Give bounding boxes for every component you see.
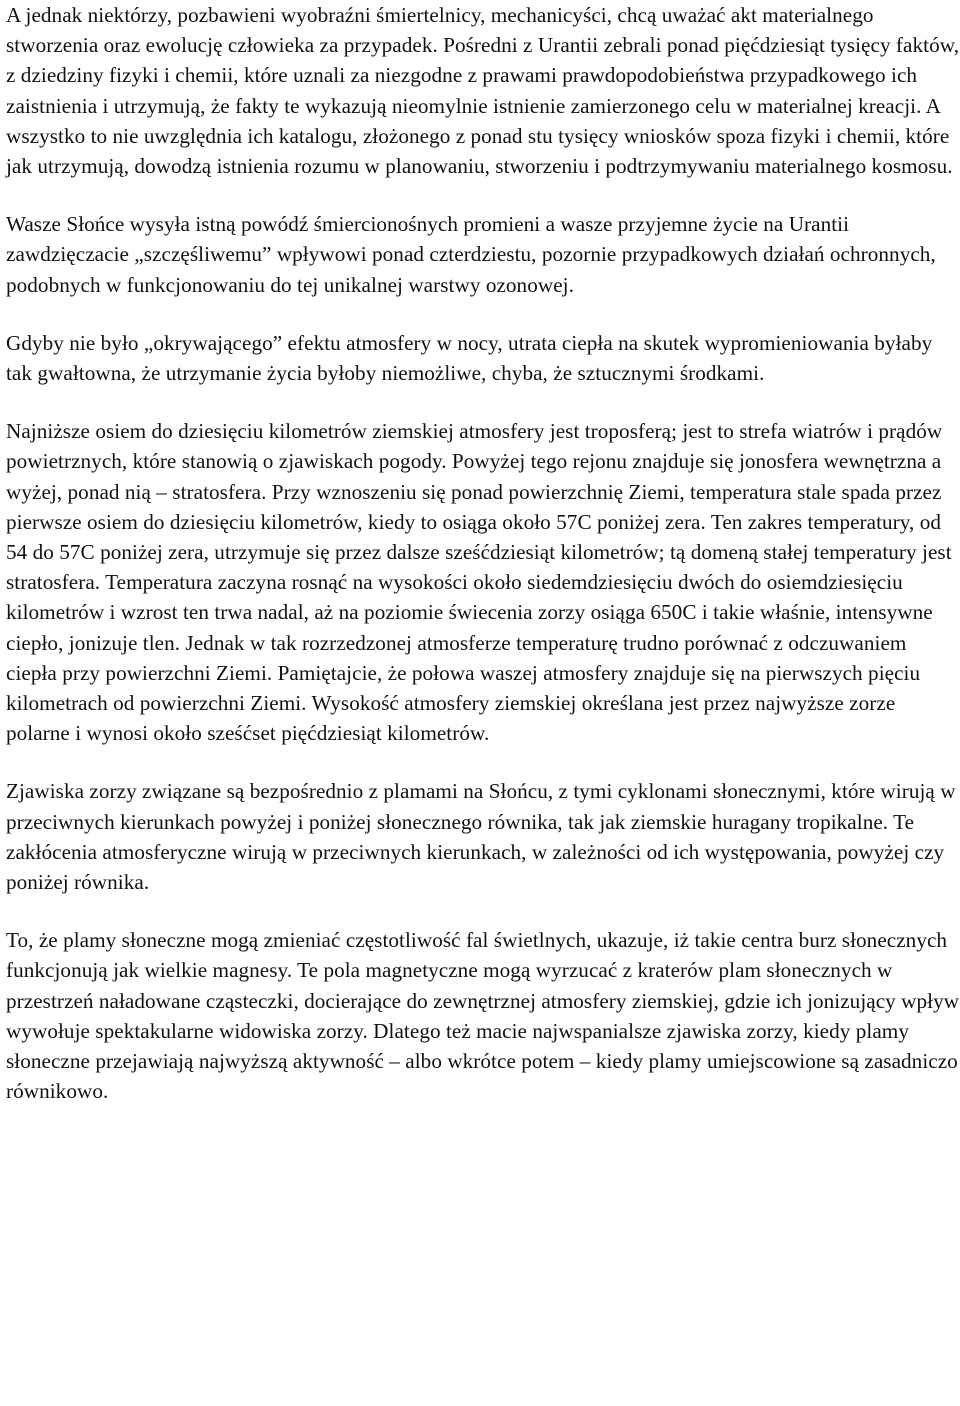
paragraph-sun-radiation: Wasze Słońce wysyła istną powódź śmiercionośnych promieni a wasze przyjemne życie na Urantii zawdzięczacie „szczęśliwemu” wpływowi ponad czterdziestu, pozornie przypadkowych działań ochronnych, podobnych w funkcjonowaniu do tej unikalnej warstwy ozonowej. [6,212,936,297]
paragraph-aurora-sunspots: Zjawiska zorzy związane są bezpośrednio z plamami na Słońcu, z tymi cyklonami słonecznymi, które wirują w przeciwnych kierunkach powyżej i poniżej słonecznego równika, tak jak ziemskie huragany tropikalne. Te zakłócenia atmosferyczne wirują w przeciwnych kierunkach, w zależności od ich występowania, powyżej czy poniżej równika. [6,779,956,895]
paragraph-atmosphere-layers: Najniższe osiem do dziesięciu kilometrów ziemskiej atmosfery jest troposferą; jest to strefa wiatrów i prądów powietrznych, które stanowią o zjawiskach pogody. Powyżej tego rejonu znajduje się jonosfera wewnętrzna a wyżej, ponad nią – stratosfera. Przy wznoszeniu się ponad powierzchnię Ziemi, temperatura stale spada przez pierwsze osiem do dziesięciu kilometrów, kiedy to osiąga około 57C poniżej zera. Ten zakres temperatury, od 54 do 57C poniżej zera, utrzymuje się przez dalsze sześćdziesiąt kilometrów; tą domeną stałej temperatury jest stratosfera. Temperatura zaczyna rosnąć na wysokości około siedemdziesięciu dwóch do osiemdziesięciu kilometrów i wzrost ten trwa nadal, aż na poziomie świecenia zorzy osiąga 650C i takie właśnie, intensywne ciepło, jonizuje tlen. Jednak w tak rozrzedzonej atmosferze temperaturę trudno porównać z odczuwaniem ciepła przy powierzchni Ziemi. Pamiętajcie, że połowa waszej atmosfery znajduje się na pierwszych pięciu kilometrach od powierzchni Ziemi. Wysokość atmosfery ziemskiej określana jest przez najwyższe zorze polarne i wynosi około sześćset pięćdziesiąt kilometrów. [6,419,952,746]
paragraph-mechanicists: A jednak niektórzy, pozbawieni wyobraźni śmiertelnicy, mechanicyści, chcą uważać akt materialnego stworzenia oraz ewolucję człowieka za przypadek. Pośredni z Urantii zebrali ponad pięćdziesiąt tysięcy faktów, z dziedziny fizyki i chemii, które uznali za niezgodne z prawami prawdopodobieństwa przypadkowego ich zaistnienia i utrzymują, że fakty te wykazują nieomylnie istnienie zamierzonego celu w materialnej kreacji. A wszystko to nie uwzględnia ich katalogu, złożonego z ponad stu tysięcy wniosków spoza fizyki i chemii, które jak utrzymują, dowodzą istnienia rozumu w planowaniu, stworzeniu i podtrzymywaniu materialnego kosmosu. [6,3,960,179]
paragraph-magnetic-fields: To, że plamy słoneczne mogą zmieniać częstotliwość fal świetlnych, ukazuje, iż takie centra burz słonecznych funkcjonują jak wielkie magnesy. Te pola magnetyczne mogą wyrzucać z kraterów plam słonecznych w przestrzeń naładowane cząsteczki, docierające do zewnętrznej atmosfery ziemskiej, gdzie ich jonizujący wpływ wywołuje spektakularne widowiska zorzy. Dlatego też macie najwspanialsze zjawiska zorzy, kiedy plamy słoneczne przejawiają najwyższą aktywność – albo wkrótce potem – kiedy plamy umiejscowione są zasadniczo równikowo. [6,928,960,1104]
document-page [6,0,960,1107]
paragraph-night-atmosphere: Gdyby nie było „okrywającego” efektu atmosfery w nocy, utrata ciepła na skutek wypromieniowania byłaby tak gwałtowna, że utrzymanie życia byłoby niemożliwe, chyba, że sztucznymi środkami. [6,330,933,386]
